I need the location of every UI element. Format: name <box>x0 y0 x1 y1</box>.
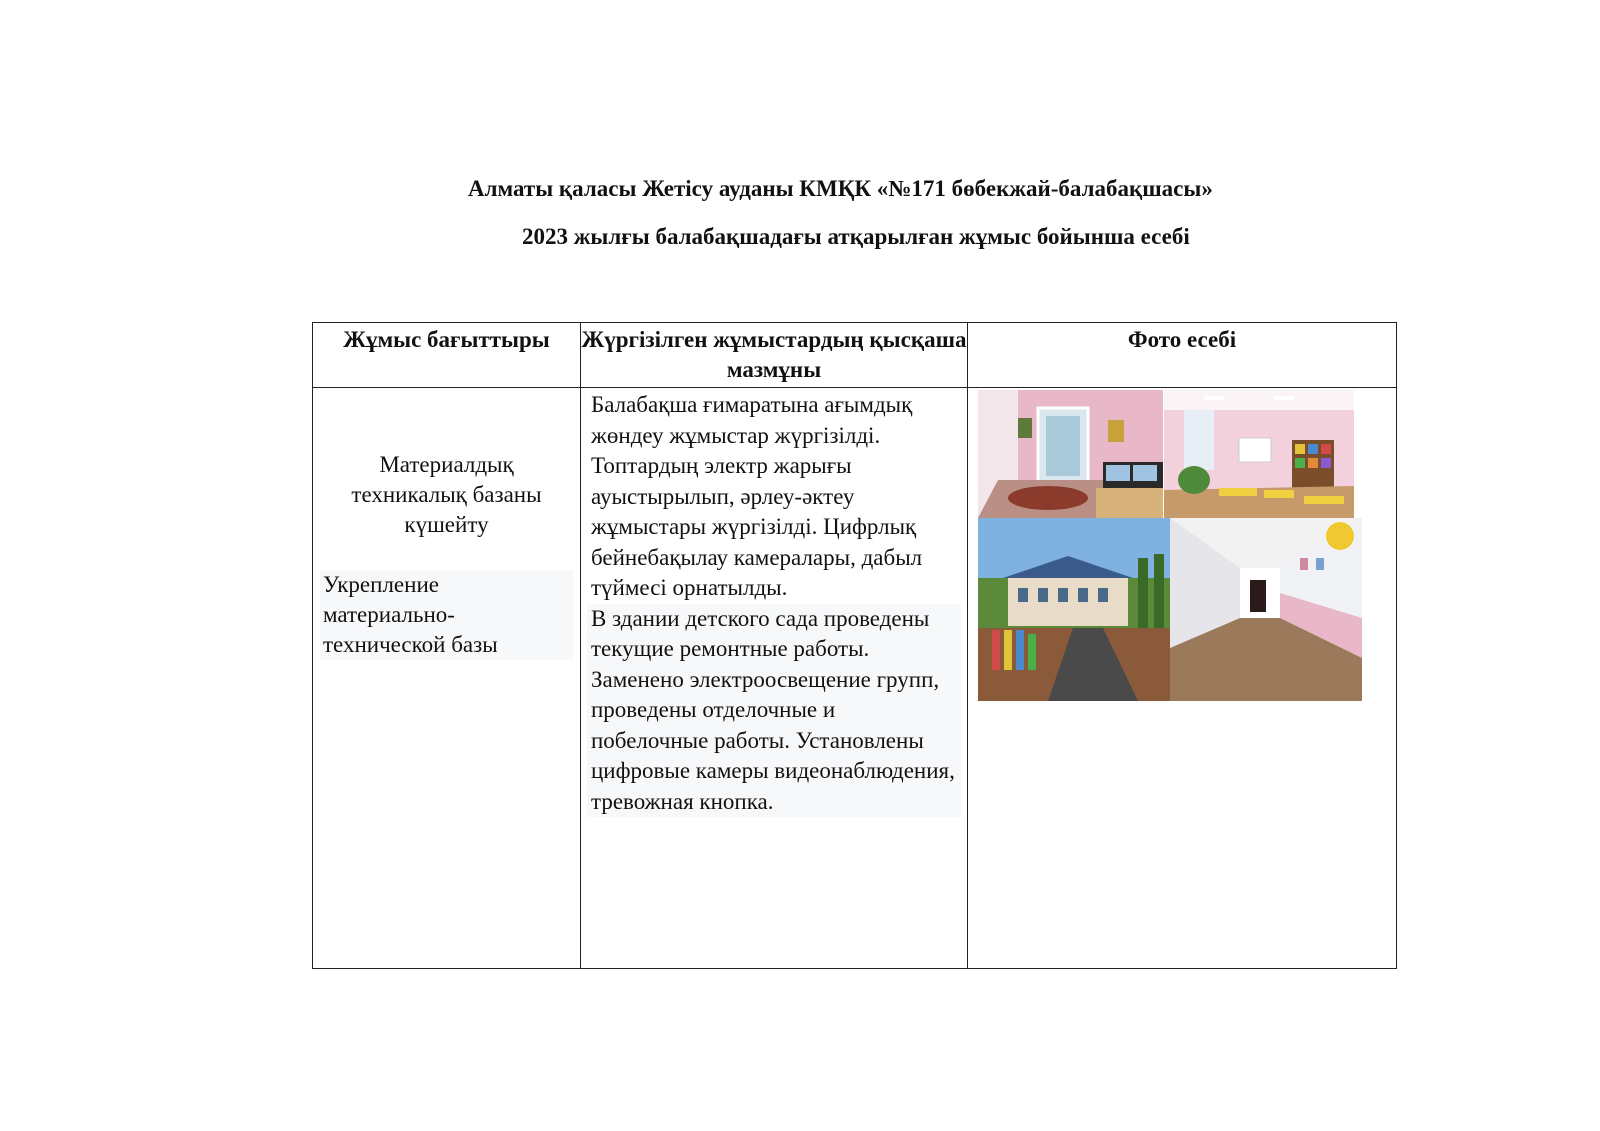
photo-grid <box>968 388 1396 718</box>
report-table <box>312 322 1397 969</box>
table-header-row <box>313 323 1397 388</box>
column-header-summary: Жүргізілген жұмыстардың қысқаша мазмұны <box>581 323 968 388</box>
building-exterior-photo <box>978 518 1170 701</box>
summary-ru: В здании детского сада проведены текущие ремонтные работы. Заменено электроосвещение групп, проведены отделочные и побелочные работы. Установлены цифровые камеры видеонаблюдения, тревожная кнопка. <box>587 604 961 818</box>
direction-cell <box>313 388 581 969</box>
direction-ru: Укрепление материально-технической базы <box>320 570 573 660</box>
group-room-photo <box>1164 390 1354 518</box>
lobby-photo <box>978 390 1163 518</box>
photo-cell <box>968 388 1397 969</box>
document-subtitle: 2023 жылғы балабақшадағы атқарылған жұмыс бойынша есебі <box>522 224 1190 249</box>
corridor-photo <box>1170 518 1362 701</box>
summary-cell <box>581 388 968 969</box>
direction-kz: Материалдық техникалық базаны күшейту <box>351 452 542 537</box>
column-header-directions: Жұмыс бағыттыры <box>313 323 581 388</box>
table-row <box>313 388 1397 969</box>
document-title: Алматы қаласы Жетісу ауданы КМҚК «№171 бөбекжай-балабақшасы» <box>468 176 1213 201</box>
summary-kz: Балабақша ғимаратына ағымдық жөндеу жұмыстар жүргізілді. Топтардың электр жарығы ауыстырылып, әрлеу-әктеу жұмыстары жүргізілді. Цифрлық бейнебақылау камералары, дабыл түймесі орнатылды. <box>591 392 923 600</box>
column-header-photos: Фото есебі <box>968 323 1397 388</box>
